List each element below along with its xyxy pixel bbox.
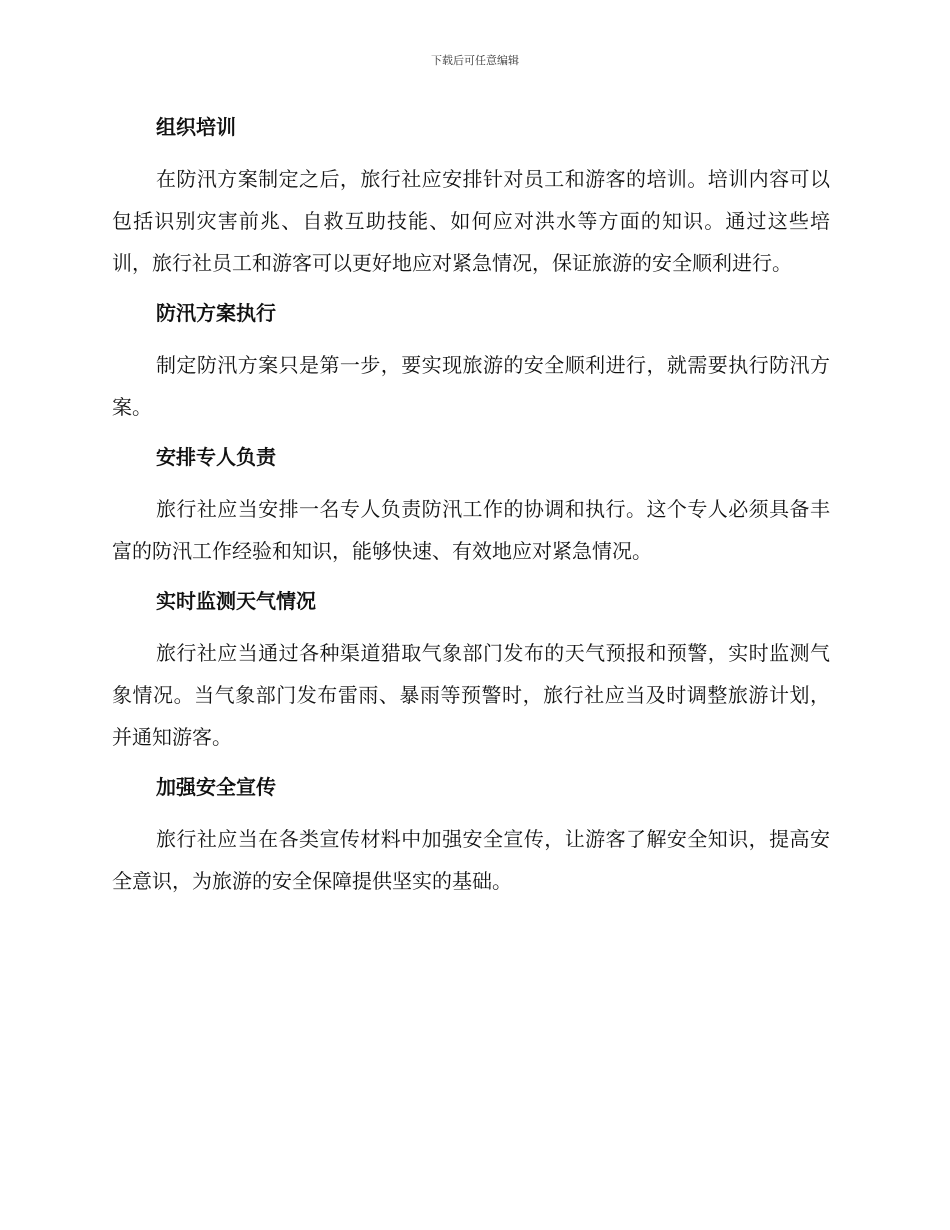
section-body-weather-monitoring: 旅行社应当通过各种渠道猎取气象部门发布的天气预报和预警，实时监测气象情况。当气象部门发布雷雨、暴雨等预警时，旅行社应当及时调整旅游计划，并通知游客。 [112,641,830,749]
section-heading-weather-monitoring: 实时监测天气情况 [156,589,316,613]
page-header: 下载后可任意编辑 [431,54,519,67]
document-body [112,108,830,902]
section-body-plan-execution: 制定防汛方案只是第一步，要实现旅游的安全顺利进行，就需要执行防汛方案。 [112,353,830,419]
section-heading-safety-publicity: 加强安全宣传 [156,775,276,799]
section-body-training: 在防汛方案制定之后，旅行社应安排针对员工和游客的培训。培训内容可以包括识别灾害前兆、自救互助技能、如何应对洪水等方面的知识。通过这些培训，旅行社员工和游客可以更好地应对紧急情况，保证旅游的安全顺利进行。 [112,167,830,275]
section-body-safety-publicity: 旅行社应当在各类宣传材料中加强安全宣传，让游客了解安全知识，提高安全意识，为旅游的安全保障提供坚实的基础。 [112,827,830,893]
section-body-assign-person: 旅行社应当安排一名专人负责防汛工作的协调和执行。这个专人必须具备丰富的防汛工作经验和知识，能够快速、有效地应对紧急情况。 [112,497,830,563]
section-heading-training: 组织培训 [156,115,236,139]
section-heading-assign-person: 安排专人负责 [156,445,276,469]
section-heading-plan-execution: 防汛方案执行 [156,301,276,325]
